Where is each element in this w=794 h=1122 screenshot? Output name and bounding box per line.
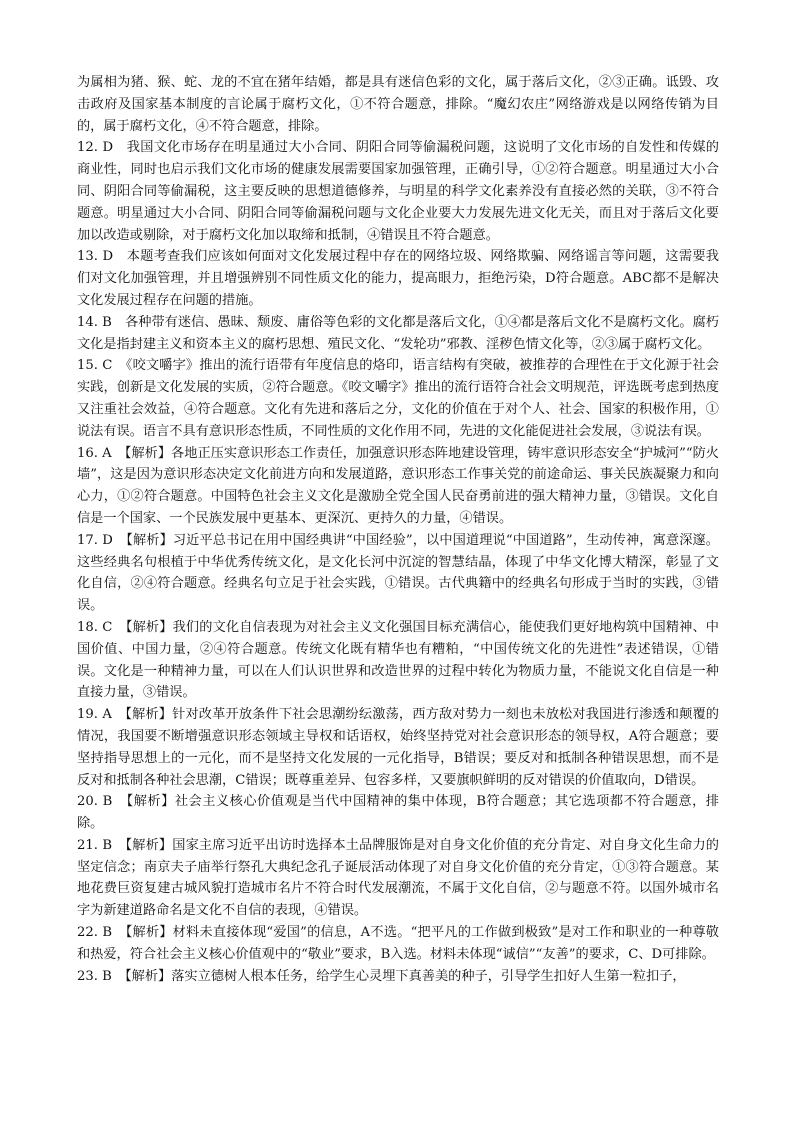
answer-18: 18. C 【解析】我们的文化自信表现为对社会主义文化强国目标充满信心，能使我们更好地构筑中国精神、中国价值、中国力量，②④符合题意。传统文化既有精华也有糟粕，“中国传统文化的先进性”表述错误，①错误。文化是一种精神力量，可以在人们认识世界和改造世界的过程中转化为物质力量，不能说文化自信是一种直接力量，③错误。 <box>77 619 719 701</box>
answer-17: 17. D 【解析】习近平总书记在用中国经典讲“中国经验”，以中国道理说“中国道路”，生动传神，寓意深邃。这些经典名句根植于中华优秀传统文化，是文化长河中沉淀的智慧结晶，体现了中华文化博大精深，彰显了文化自信，②④符合题意。经典名句立足于社会实践，①错误。古代典籍中的经典名句形成于当时的实践，③错误。 <box>77 532 719 614</box>
answer-22: 22. B 【解析】材料未直接体现“爱国”的信息，A不选。“把平凡的工作做到极致”是对工作和职业的一种尊敬和热爱，符合社会主义核心价值观中的“敬业”要求，B入选。材料未体现“诚信”“友善”的要求，C、D可排除。 <box>77 925 719 962</box>
answer-21: 21. B 【解析】国家主席习近平出访时选择本土品牌服饰是对自身文化价值的充分肯定、对自身文化生命力的坚定信念；南京夫子庙举行祭孔大典纪念孔子诞辰活动体现了对自身文化价值的充分肯定，①③符合题意。某地花费巨资复建古城风貌打造城市名片不符合时代发展潮流，不属于文化自信，②与题意不符。以国外城市名字为新建道路命名是文化不自信的表现，④错误。 <box>77 837 719 919</box>
answer-19: 19. A 【解析】针对改革开放条件下社会思潮纷纭激荡，西方敌对势力一刻也未放松对我国进行渗透和颠覆的情况，我国要不断增强意识形态领域主导权和话语权，始终坚持党对社会意识形态的领导权，A符合题意；要坚持指导思想上的一元化，而不是坚持文化发展的一元化指导，B错误；要反对和抵制各种错误思想，而不是反对和抵制各种社会思潮，C错误；既尊重差异、包容多样，又要旗帜鲜明的反对错误的价值取向，D错误。 <box>77 707 719 788</box>
answer-16: 16. A 【解析】各地正压实意识形态工作责任，加强意识形态阵地建设管理，铸牢意识形态安全“护城河”“防火墙”，这是因为意识形态决定文化前进方向和发展道路，意识形态工作事关党的前途命运、事关民族凝聚力和向心力，①②符合题意。中国特色社会主义文化是激励全党全国人民奋勇前进的强大精神力量，③错误。文化自信是一个国家、一个民族发展中更基本、更深沉、更持久的力量，④错误。 <box>77 445 719 526</box>
answer-explanations <box>77 72 719 987</box>
answer-12: 12. D 我国文化市场存在明星通过大小合同、阴阳合同等偷漏税问题，这说明了文化市场的自发性和传媒的商业性，同时也启示我们文化市场的健康发展需要国家加强管理，正确引导，①②符合题意。明星通过大小合同、阴阳合同等偷漏税，这主要反映的思想道德修养，与明星的科学文化素养没有直接必然的关联，③不符合题意。明星通过大小合同、阴阳合同等偷漏税问题与文化企业要大力发展先进文化无关，而且对于落后文化要加以改造或剔除，对于腐朽文化加以取缔和抵制，④错误且不符合题意。 <box>77 140 719 243</box>
paragraph-continuation: 为属相为猪、猴、蛇、龙的不宜在猪年结婚，都是具有迷信色彩的文化，属于落后文化，②③正确。诋毁、攻击政府及国家基本制度的言论属于腐朽文化，①不符合题意，排除。“魔幻农庄”网络游戏是以网络传销为目的，属于腐朽文化，④不符合题意，排除。 <box>77 75 719 134</box>
answer-13: 13. D 本题考查我们应该如何面对文化发展过程中存在的网络垃圾、网络欺骗、网络谣言等问题，这需要我们对文化加强管理，并且增强辨别不同性质文化的能力，提高眼力，拒绝污染，D符合题意。ABC都不是解决文化发展过程存在问题的措施。 <box>77 249 719 308</box>
answer-23: 23. B 【解析】落实立德树人根本任务，给学生心灵埋下真善美的种子，引导学生扣好人生第一粒扣子， <box>77 968 686 984</box>
answer-15: 15. C 《咬文嚼字》推出的流行语带有年度信息的烙印，语言结构有突破，被推荐的合理性在于文化源于社会实践，创新是文化发展的实质，②符合题意。《咬文嚼字》推出的流行语符合社会文明规范，评选既考虑到热度又注重社会效益，④符合题意。文化有先进和落后之分，文化的价值在于对个人、社会、国家的积极作用，①说法有误。语言不具有意识形态性质，不同性质的文化作用不同，先进的文化能促进社会发展，③说法有误。 <box>77 358 719 439</box>
answer-20: 20. B 【解析】社会主义核心价值观是当代中国精神的集中体现，B符合题意；其它选项都不符合题意，排除。 <box>77 794 719 832</box>
answer-14: 14. B 各种带有迷信、愚昧、颓废、庸俗等色彩的文化都是落后文化，①④都是落后文化不是腐朽文化。腐朽文化是指封建主义和资本主义的腐朽思想、殖民文化、“发轮功”邪教、淫秽色情文化等，②③属于腐朽文化。 <box>77 314 719 352</box>
